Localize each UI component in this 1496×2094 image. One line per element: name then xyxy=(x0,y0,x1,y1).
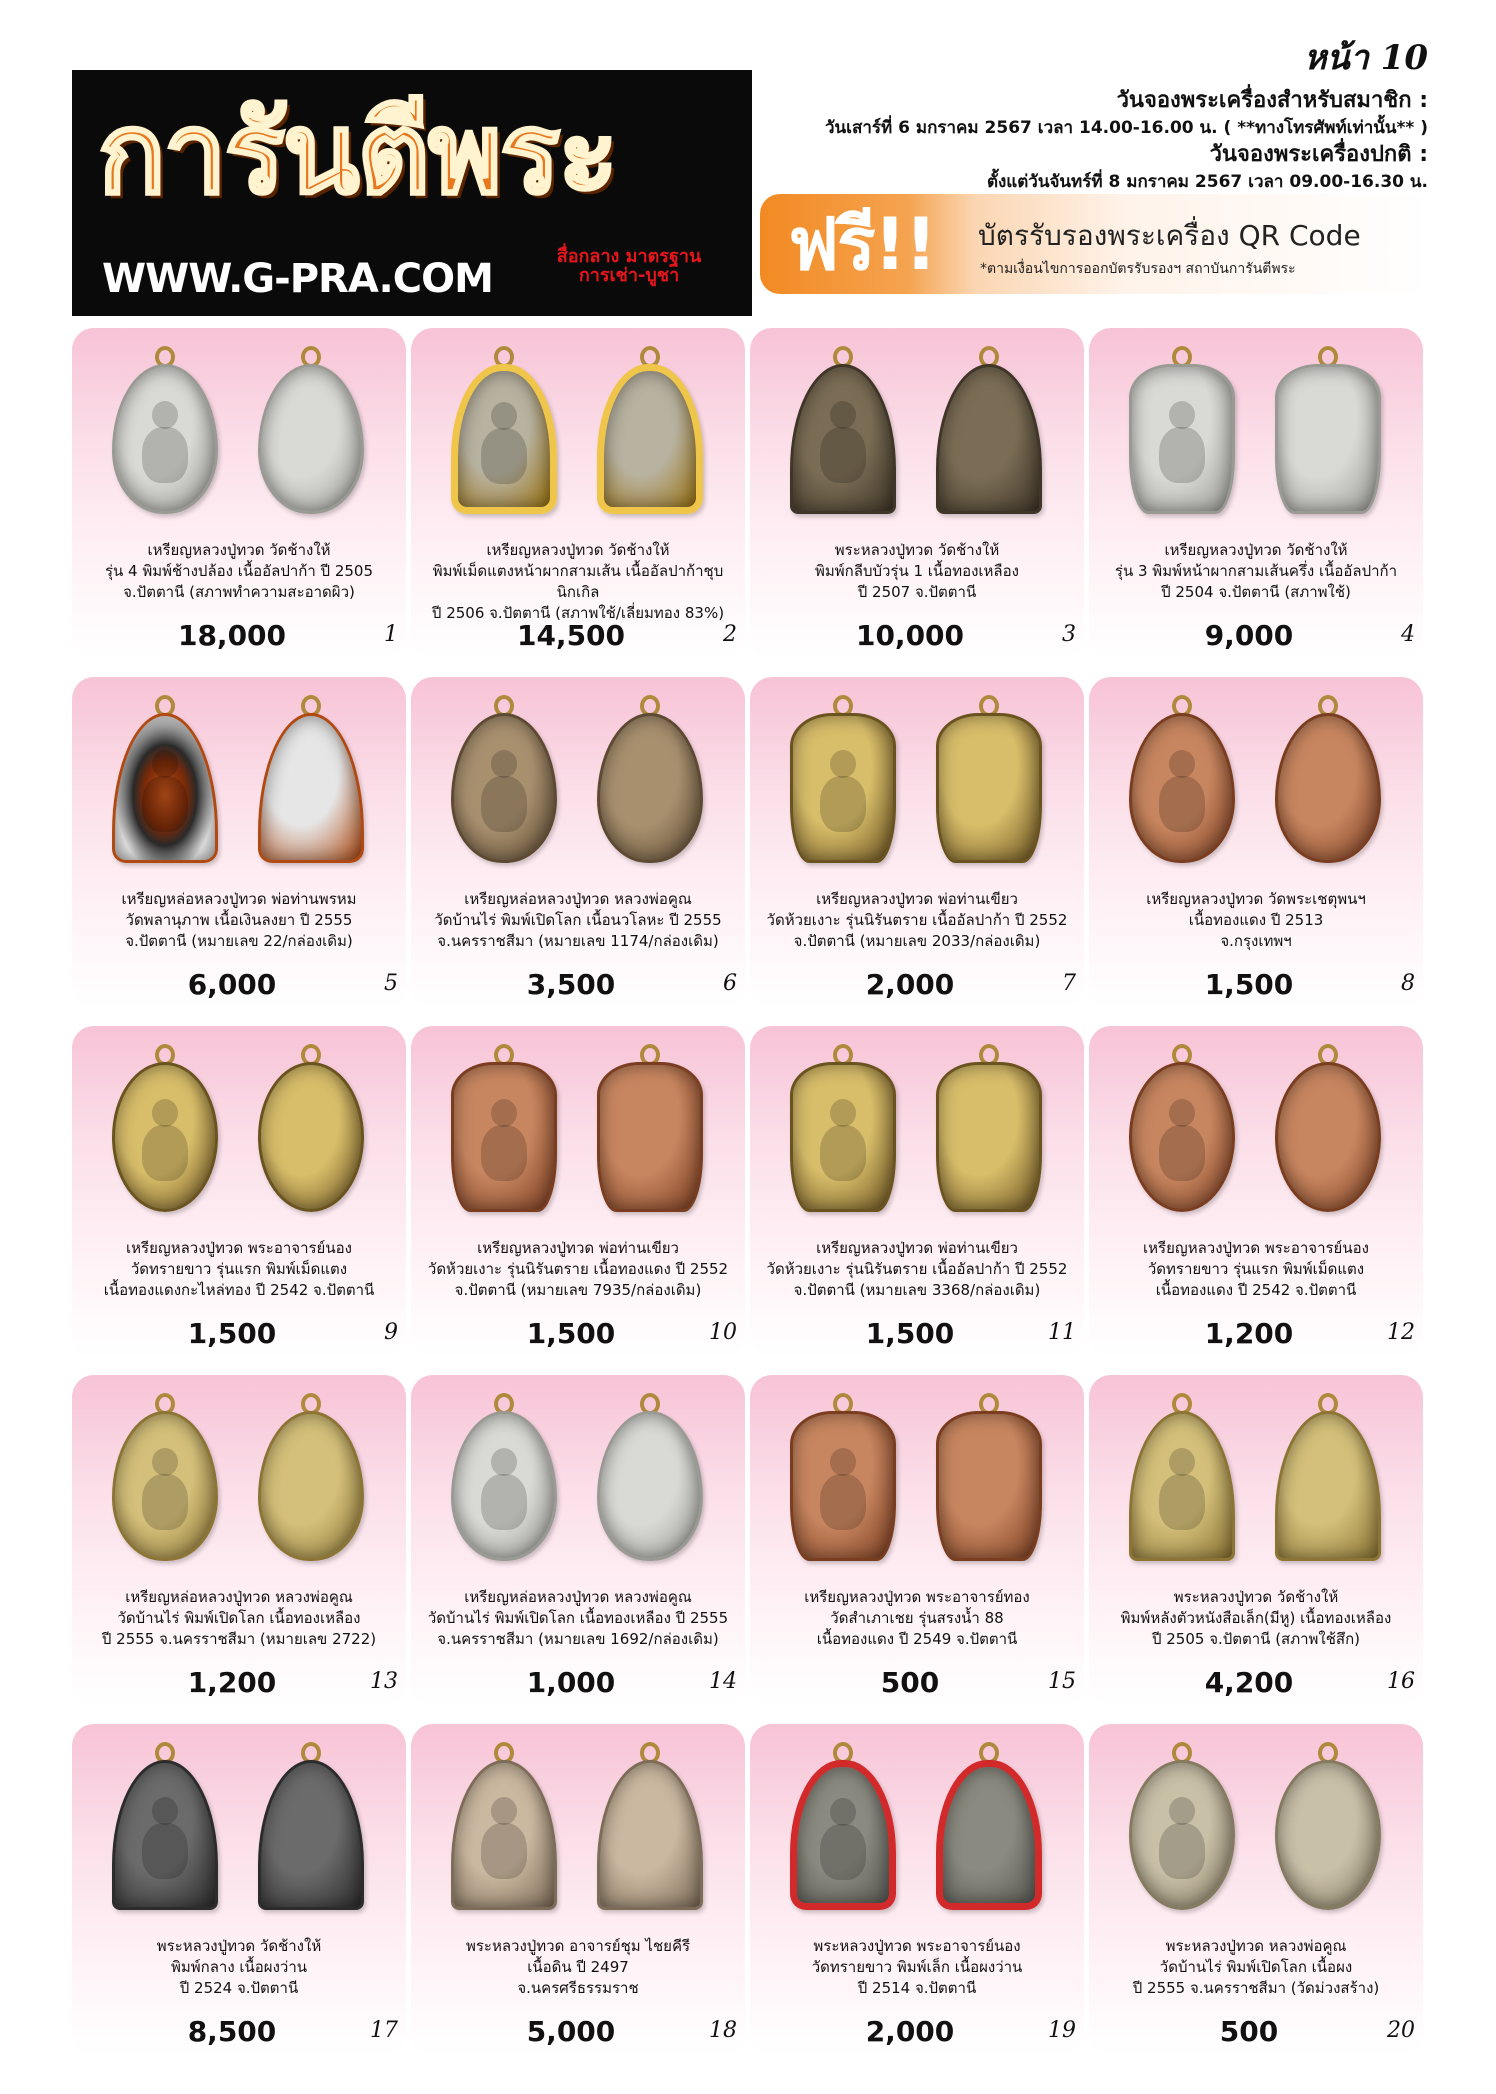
amulet-description xyxy=(1095,889,1417,952)
amulet-body xyxy=(790,1411,896,1561)
amulet-card-9[interactable] xyxy=(72,1026,406,1357)
description-line: พระหลวงปู่ทวด อาจารย์ชุม ไชยคีรี xyxy=(465,1937,691,1955)
description-line: เหรียญหลวงปู่ทวด พ่อท่านเขียว xyxy=(816,890,1018,908)
amulet-price: 18,000 xyxy=(177,619,287,652)
amulet-description xyxy=(756,1587,1078,1650)
amulet-description xyxy=(417,1936,739,1999)
description-line: วัดบ้านไร่ พิมพ์เปิดโลก เนื้อนวโลหะ ปี 2555 xyxy=(434,911,722,929)
amulet-body xyxy=(1275,364,1381,514)
amulet-card-14[interactable] xyxy=(411,1375,745,1706)
amulet-card-20[interactable] xyxy=(1089,1724,1423,2055)
seated-monk-figure xyxy=(481,428,527,484)
amulet-body xyxy=(451,1760,557,1910)
description-line: พระหลวงปู่ทวด วัดช้างให้ xyxy=(1173,1588,1339,1606)
seated-monk-figure xyxy=(820,427,866,483)
description-line: จ.ปัตตานี (หมายเลข 3368/กล่องเดิม) xyxy=(793,1281,1041,1299)
seated-monk-figure xyxy=(481,1474,527,1530)
amulet-front-image[interactable] xyxy=(784,1742,902,1910)
seated-monk-figure xyxy=(142,427,188,483)
description-line: วัดทรายขาว รุ่นแรก พิมพ์เม็ดแตง xyxy=(130,1260,348,1278)
amulet-description xyxy=(78,540,400,603)
amulet-front-image[interactable] xyxy=(445,1393,563,1561)
amulet-body xyxy=(597,1411,703,1561)
amulet-body xyxy=(790,364,896,514)
description-line: ปี 2504 จ.ปัตตานี (สภาพใช้) xyxy=(1161,583,1351,601)
description-line: พระหลวงปู่ทวด พระอาจารย์นอง xyxy=(813,1937,1021,1955)
amulet-description xyxy=(78,1238,400,1301)
amulet-card-18[interactable] xyxy=(411,1724,745,2055)
amulet-price: 6,000 xyxy=(187,968,277,1001)
description-line: ปี 2514 จ.ปัตตานี xyxy=(857,1979,977,1997)
item-number: 13 xyxy=(370,1669,398,1694)
amulet-description xyxy=(1095,1238,1417,1301)
amulet-back-image[interactable] xyxy=(930,695,1048,863)
amulet-body xyxy=(1275,713,1381,863)
description-line: จ.นครราชสีมา (หมายเลข 1174/กล่องเดิม) xyxy=(437,932,719,950)
amulet-price: 8,500 xyxy=(187,2015,277,2048)
description-line: พิมพ์เม็ดแตงหน้าผากสามเส้น เนื้ออัลปาก้าชุบนิกเกิล xyxy=(432,562,724,601)
amulet-price: 5,000 xyxy=(526,2015,616,2048)
amulet-body xyxy=(790,713,896,863)
amulet-description xyxy=(1095,1587,1417,1650)
amulet-description xyxy=(417,540,739,624)
amulet-price: 1,200 xyxy=(187,1666,277,1699)
description-line: เหรียญหล่อหลวงปู่ทวด หลวงพ่อคูณ xyxy=(464,890,692,908)
amulet-body xyxy=(451,713,557,863)
member-booking-time: วันเสาร์ที่ 6 มกราคม 2567 เวลา 14.00-16.00 น. ( **ทางโทรศัพท์เท่านั้น** ) xyxy=(824,118,1428,138)
amulet-card-8[interactable] xyxy=(1089,677,1423,1008)
description-line: จ.นครราชสีมา (หมายเลข 1692/กล่องเดิม) xyxy=(437,1630,719,1648)
description-line: พระหลวงปู่ทวด วัดช้างให้ xyxy=(834,541,1000,559)
amulet-body xyxy=(597,1760,703,1910)
amulet-body xyxy=(936,1411,1042,1561)
seated-monk-figure xyxy=(1159,1474,1205,1530)
amulet-price: 10,000 xyxy=(855,619,965,652)
amulet-description xyxy=(756,540,1078,603)
description-line: เหรียญหลวงปู่ทวด พระอาจารย์นอง xyxy=(1143,1239,1369,1257)
member-booking-heading: วันจองพระเครื่องสำหรับสมาชิก : xyxy=(1116,88,1428,113)
seated-monk-figure xyxy=(820,1125,866,1181)
amulet-body xyxy=(258,1760,364,1910)
amulet-front-image[interactable] xyxy=(784,346,902,514)
amulet-card-12[interactable] xyxy=(1089,1026,1423,1357)
amulet-body xyxy=(936,713,1042,863)
amulet-front-image[interactable] xyxy=(106,346,224,514)
amulet-price: 4,200 xyxy=(1204,1666,1294,1699)
description-line: ปี 2507 จ.ปัตตานี xyxy=(857,583,977,601)
amulet-body xyxy=(258,1062,364,1212)
amulet-price: 500 xyxy=(1219,2015,1279,2048)
amulet-body xyxy=(1129,1411,1235,1561)
site-logo[interactable] xyxy=(72,70,752,316)
amulet-body xyxy=(112,1062,218,1212)
amulet-price: 3,500 xyxy=(526,968,616,1001)
description-line: ปี 2555 จ.นครราชสีมา (วัดม่วงสร้าง) xyxy=(1132,1979,1380,1997)
amulet-card-19[interactable] xyxy=(750,1724,1084,2055)
amulet-front-image[interactable] xyxy=(445,346,563,514)
amulet-body xyxy=(597,713,703,863)
booking-info xyxy=(728,86,1428,194)
amulet-grid xyxy=(72,328,1424,2056)
amulet-price: 500 xyxy=(880,1666,940,1699)
description-line: วัดห้วยเงาะ รุ่นนิรันตราย เนื้อทองแดง ปี 2552 xyxy=(427,1260,729,1278)
description-line: เหรียญหลวงปู่ทวด พระอาจารย์ทอง xyxy=(804,1588,1030,1606)
logo-url: WWW.G-PRA.COM xyxy=(102,256,493,302)
amulet-back-image[interactable] xyxy=(1269,695,1387,863)
item-number: 10 xyxy=(709,1320,737,1345)
amulet-back-image[interactable] xyxy=(252,346,370,514)
logo-slogan xyxy=(524,248,734,286)
seated-monk-figure xyxy=(142,1474,188,1530)
amulet-description xyxy=(1095,540,1417,603)
amulet-description xyxy=(78,1936,400,1999)
description-line: วัดทรายขาว รุ่นแรก พิมพ์เม็ดแตง xyxy=(1147,1260,1365,1278)
amulet-description xyxy=(78,889,400,952)
description-line: เนื้อดิน ปี 2497 xyxy=(527,1958,629,1976)
amulet-card-13[interactable] xyxy=(72,1375,406,1706)
amulet-front-image[interactable] xyxy=(106,1044,224,1212)
item-number: 2 xyxy=(723,622,737,647)
amulet-back-image[interactable] xyxy=(591,1044,709,1212)
amulet-description xyxy=(756,1936,1078,1999)
description-line: เหรียญหลวงปู่ทวด วัดช้างให้ xyxy=(147,541,331,559)
amulet-body xyxy=(1275,1760,1381,1910)
amulet-description xyxy=(756,1238,1078,1301)
amulet-back-image[interactable] xyxy=(1269,1742,1387,1910)
amulet-price: 2,000 xyxy=(865,968,955,1001)
amulet-back-image[interactable] xyxy=(252,695,370,863)
description-line: วัดทรายขาว พิมพ์เล็ก เนื้อผงว่าน xyxy=(811,1958,1023,1976)
seated-monk-figure xyxy=(820,1824,866,1880)
description-line: เหรียญหล่อหลวงปู่ทวด พ่อท่านพรหม xyxy=(121,890,357,908)
item-number: 11 xyxy=(1048,1320,1076,1345)
item-number: 8 xyxy=(1401,971,1415,996)
amulet-body xyxy=(790,1062,896,1212)
description-line: จ.กรุงเทพฯ xyxy=(1220,932,1292,950)
amulet-description xyxy=(417,1238,739,1301)
amulet-back-image[interactable] xyxy=(930,1044,1048,1212)
description-line: ปี 2524 จ.ปัตตานี xyxy=(179,1979,299,1997)
description-line: พระหลวงปู่ทวด หลวงพ่อคูณ xyxy=(1165,1937,1347,1955)
item-number: 1 xyxy=(384,622,398,647)
amulet-card-2[interactable] xyxy=(411,328,745,659)
seated-monk-figure xyxy=(1159,1125,1205,1181)
item-number: 4 xyxy=(1401,622,1415,647)
description-line: จ.นครศรีธรรมราช xyxy=(517,1979,639,1997)
description-line: วัดสำเภาเชย รุ่นสรงน้ำ 88 xyxy=(830,1609,1004,1627)
amulet-back-image[interactable] xyxy=(930,1742,1048,1910)
seated-monk-figure xyxy=(481,1125,527,1181)
description-line: วัดบ้านไร่ พิมพ์เปิดโลก เนื้อทองเหลือง ปี 2555 xyxy=(427,1609,729,1627)
free-certificate-banner xyxy=(760,194,1430,294)
seated-monk-figure xyxy=(142,1125,188,1181)
amulet-body xyxy=(936,364,1042,514)
amulet-front-image[interactable] xyxy=(784,695,902,863)
seated-monk-figure xyxy=(1159,1823,1205,1879)
seated-monk-figure xyxy=(142,1823,188,1879)
item-number: 18 xyxy=(709,2018,737,2043)
normal-booking-heading: วันจองพระเครื่องปกติ : xyxy=(1209,142,1428,167)
amulet-body xyxy=(258,1411,364,1561)
page-number: หน้า 10 xyxy=(1304,38,1428,78)
description-line: เหรียญหลวงปู่ทวด วัดช้างให้ xyxy=(486,541,670,559)
amulet-body xyxy=(1275,1411,1381,1561)
item-number: 20 xyxy=(1387,2018,1415,2043)
free-label: ฟรี!! xyxy=(788,202,936,286)
description-line: ปี 2555 จ.นครราชสีมา (หมายเลข 2722) xyxy=(101,1630,377,1648)
amulet-body xyxy=(451,1411,557,1561)
description-line: เนื้อทองแดง ปี 2549 จ.ปัตตานี xyxy=(816,1630,1018,1648)
description-line: เนื้อทองแดง ปี 2513 xyxy=(1188,911,1324,929)
amulet-price: 14,500 xyxy=(516,619,626,652)
amulet-card-5[interactable] xyxy=(72,677,406,1008)
item-number: 14 xyxy=(709,1669,737,1694)
amulet-back-image[interactable] xyxy=(930,346,1048,514)
description-line: วัดบ้านไร่ พิมพ์เปิดโลก เนื้อผง xyxy=(1159,1958,1353,1976)
amulet-front-image[interactable] xyxy=(445,1742,563,1910)
item-number: 12 xyxy=(1387,1320,1415,1345)
amulet-price: 1,000 xyxy=(526,1666,616,1699)
amulet-front-image[interactable] xyxy=(106,1742,224,1910)
description-line: เหรียญหล่อหลวงปู่ทวด หลวงพ่อคูณ xyxy=(125,1588,353,1606)
description-line: เนื้อทองแดง ปี 2542 จ.ปัตตานี xyxy=(1155,1281,1357,1299)
amulet-body xyxy=(112,1411,218,1561)
amulet-card-3[interactable] xyxy=(750,328,1084,659)
item-number: 3 xyxy=(1062,622,1076,647)
amulet-front-image[interactable] xyxy=(1123,695,1241,863)
description-line: เหรียญหลวงปู่ทวด วัดช้างให้ xyxy=(1164,541,1348,559)
item-number: 9 xyxy=(384,1320,398,1345)
amulet-body xyxy=(451,364,557,514)
amulet-back-image[interactable] xyxy=(252,1742,370,1910)
amulet-card-4[interactable] xyxy=(1089,328,1423,659)
logo-title: การันตีพระ xyxy=(98,89,617,219)
description-line: เหรียญหลวงปู่ทวด พระอาจารย์นอง xyxy=(126,1239,352,1257)
amulet-body xyxy=(936,1062,1042,1212)
description-line: เหรียญหลวงปู่ทวด วัดพระเชตุพนฯ xyxy=(1146,890,1366,908)
description-line: เหรียญหลวงปู่ทวด พ่อท่านเขียว xyxy=(816,1239,1018,1257)
description-line: วัดห้วยเงาะ รุ่นนิรันตราย เนื้ออัลปาก้า ปี 2552 xyxy=(766,1260,1068,1278)
amulet-card-1[interactable] xyxy=(72,328,406,659)
amulet-body xyxy=(597,1062,703,1212)
amulet-price: 1,500 xyxy=(1204,968,1294,1001)
amulet-body xyxy=(112,364,218,514)
description-line: เหรียญหล่อหลวงปู่ทวด หลวงพ่อคูณ xyxy=(464,1588,692,1606)
description-line: พระหลวงปู่ทวด วัดช้างให้ xyxy=(156,1937,322,1955)
description-line: เนื้อทองแดงกะไหล่ทอง ปี 2542 จ.ปัตตานี xyxy=(103,1281,375,1299)
amulet-back-image[interactable] xyxy=(591,1393,709,1561)
description-line: พิมพ์กลาง เนื้อผงว่าน xyxy=(170,1958,308,1976)
amulet-price: 1,500 xyxy=(526,1317,616,1350)
seated-monk-figure xyxy=(142,776,188,832)
amulet-back-image[interactable] xyxy=(591,1742,709,1910)
seated-monk-figure xyxy=(481,776,527,832)
amulet-back-image[interactable] xyxy=(591,346,709,514)
amulet-front-image[interactable] xyxy=(1123,1742,1241,1910)
item-number: 17 xyxy=(370,2018,398,2043)
description-line: ปี 2506 จ.ปัตตานี (สภาพใช้/เลี่ยมทอง 83%) xyxy=(431,604,725,622)
amulet-card-16[interactable] xyxy=(1089,1375,1423,1706)
amulet-body xyxy=(790,1760,896,1910)
amulet-description xyxy=(756,889,1078,952)
amulet-front-image[interactable] xyxy=(784,1393,902,1561)
item-number: 6 xyxy=(723,971,737,996)
amulet-back-image[interactable] xyxy=(1269,346,1387,514)
amulet-price: 1,500 xyxy=(187,1317,277,1350)
amulet-back-image[interactable] xyxy=(252,1393,370,1561)
amulet-front-image[interactable] xyxy=(1123,346,1241,514)
amulet-body xyxy=(112,713,218,863)
amulet-description xyxy=(78,1587,400,1650)
description-line: จ.ปัตตานี (หมายเลข 22/กล่องเดิม) xyxy=(125,932,353,950)
amulet-body xyxy=(258,713,364,863)
amulet-card-7[interactable] xyxy=(750,677,1084,1008)
amulet-front-image[interactable] xyxy=(784,1044,902,1212)
amulet-body xyxy=(1129,1760,1235,1910)
amulet-body xyxy=(1129,713,1235,863)
amulet-price: 2,000 xyxy=(865,2015,955,2048)
amulet-body xyxy=(1129,1062,1235,1212)
item-number: 16 xyxy=(1387,1669,1415,1694)
amulet-card-10[interactable] xyxy=(411,1026,745,1357)
description-line: จ.ปัตตานี (หมายเลข 7935/กล่องเดิม) xyxy=(454,1281,702,1299)
amulet-description xyxy=(1095,1936,1417,1999)
amulet-front-image[interactable] xyxy=(106,695,224,863)
amulet-body xyxy=(451,1062,557,1212)
description-line: เหรียญหลวงปู่ทวด พ่อท่านเขียว xyxy=(477,1239,679,1257)
amulet-body xyxy=(936,1760,1042,1910)
logo-slogan-line-2: การเช่า-บูชา xyxy=(578,264,680,286)
amulet-card-17[interactable] xyxy=(72,1724,406,2055)
description-line: วัดบ้านไร่ พิมพ์เปิดโลก เนื้อทองเหลือง xyxy=(117,1609,361,1627)
seated-monk-figure xyxy=(481,1823,527,1879)
amulet-front-image[interactable] xyxy=(1123,1393,1241,1561)
description-line: พิมพ์หลังตัวหนังสือเล็ก(มีหู) เนื้อทองเหลือง xyxy=(1120,1609,1392,1627)
description-line: รุ่น 4 พิมพ์ช้างปล้อง เนื้ออัลปาก้า ปี 2505 xyxy=(104,562,374,580)
amulet-price: 1,500 xyxy=(865,1317,955,1350)
amulet-card-11[interactable] xyxy=(750,1026,1084,1357)
amulet-price: 9,000 xyxy=(1204,619,1294,652)
amulet-front-image[interactable] xyxy=(445,695,563,863)
amulet-back-image[interactable] xyxy=(252,1044,370,1212)
amulet-description xyxy=(417,1587,739,1650)
amulet-description xyxy=(417,889,739,952)
amulet-body xyxy=(1275,1062,1381,1212)
description-line: พิมพ์กลีบบัวรุ่น 1 เนื้อทองเหลือง xyxy=(815,562,1019,580)
item-number: 7 xyxy=(1062,971,1076,996)
amulet-back-image[interactable] xyxy=(930,1393,1048,1561)
item-number: 5 xyxy=(384,971,398,996)
amulet-body xyxy=(112,1760,218,1910)
description-line: รุ่น 3 พิมพ์หน้าผากสามเส้นครึ่ง เนื้ออัลปาก้า xyxy=(1114,562,1398,580)
description-line: จ.ปัตตานี (หมายเลข 2033/กล่องเดิม) xyxy=(793,932,1041,950)
amulet-front-image[interactable] xyxy=(445,1044,563,1212)
free-banner-title: บัตรรับรองพระเครื่อง QR Code xyxy=(978,219,1361,252)
description-line: ปี 2505 จ.ปัตตานี (สภาพใช้สึก) xyxy=(1151,1630,1361,1648)
normal-booking-time: ตั้งแต่วันจันทร์ที่ 8 มกราคม 2567 เวลา 09.00-16.30 น. xyxy=(986,172,1428,192)
amulet-body xyxy=(1129,364,1235,514)
amulet-back-image[interactable] xyxy=(591,695,709,863)
free-banner-note: *ตามเงื่อนไขการออกบัตรรับรองฯ สถาบันการันตีพระ xyxy=(980,261,1296,277)
item-number: 19 xyxy=(1048,2018,1076,2043)
amulet-price: 1,200 xyxy=(1204,1317,1294,1350)
amulet-back-image[interactable] xyxy=(1269,1044,1387,1212)
amulet-card-15[interactable] xyxy=(750,1375,1084,1706)
amulet-body xyxy=(597,364,703,514)
description-line: วัดห้วยเงาะ รุ่นนิรันตราย เนื้ออัลปาก้า ปี 2552 xyxy=(766,911,1068,929)
item-number: 15 xyxy=(1048,1669,1076,1694)
seated-monk-figure xyxy=(1159,427,1205,483)
description-line: จ.ปัตตานี (สภาพทำความสะอาดผิว) xyxy=(123,583,355,601)
amulet-back-image[interactable] xyxy=(1269,1393,1387,1561)
amulet-card-6[interactable] xyxy=(411,677,745,1008)
amulet-front-image[interactable] xyxy=(1123,1044,1241,1212)
description-line: วัดพลานุภาพ เนื้อเงินลงยา ปี 2555 xyxy=(125,911,353,929)
seated-monk-figure xyxy=(820,776,866,832)
amulet-front-image[interactable] xyxy=(106,1393,224,1561)
seated-monk-figure xyxy=(1159,776,1205,832)
logo-slogan-line-1: สื่อกลาง มาตรฐาน xyxy=(556,246,702,267)
amulet-body xyxy=(258,364,364,514)
seated-monk-figure xyxy=(820,1474,866,1530)
